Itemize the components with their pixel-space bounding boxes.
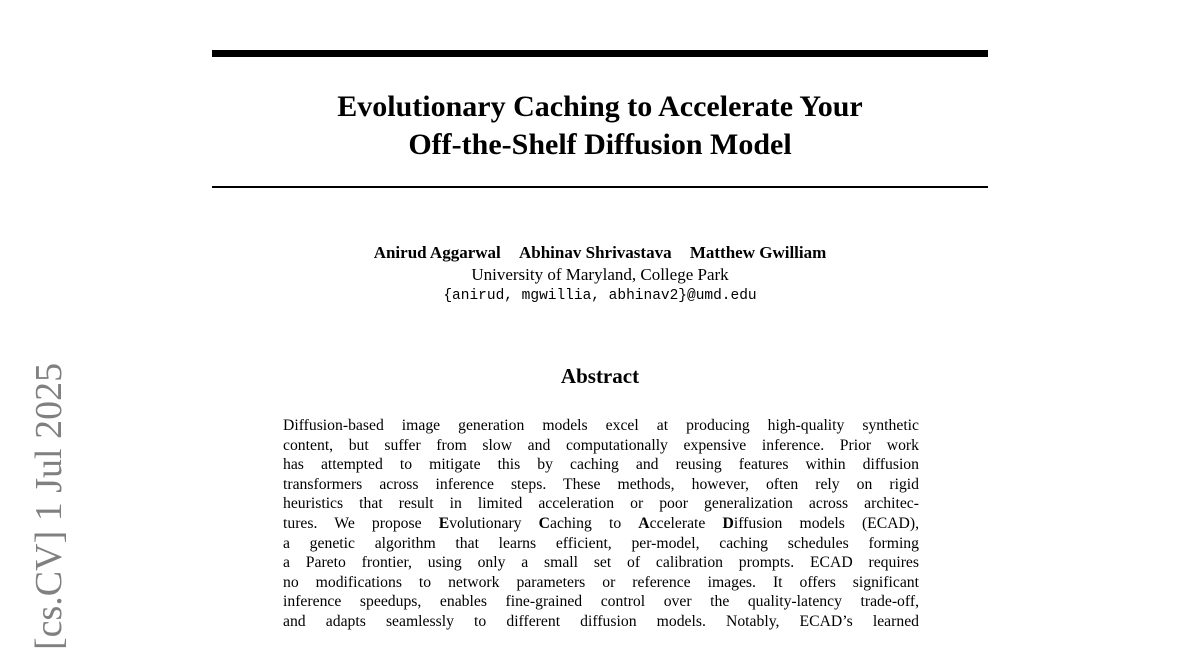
title-bottom-rule (212, 186, 988, 188)
abstract-heading: Abstract (560, 364, 640, 388)
abstract-line: and adapts seamlessly to different diffusion models. Notably, ECAD’s learned (283, 612, 919, 630)
title-line-1: Evolutionary Caching to Accelerate Your (337, 90, 863, 123)
arxiv-sidebar-identifier: [cs.CV] 1 Jul 2025 (28, 362, 70, 650)
abstract-line: transformers across inference steps. These methods, however, often rely on rigid (283, 475, 919, 493)
abstract-line: inference speedups, enables fine-grained control over the quality-latency trade-off, (283, 593, 919, 611)
abstract-line: a Pareto frontier, using only a small set of calibration prompts. ECAD requires (283, 554, 919, 572)
abstract-body (283, 416, 919, 632)
author-emails: {anirud, mgwillia, abhinav2}@umd.edu (443, 288, 757, 304)
abstract-line-ecad-intro: tures. We propose Evolutionary Caching to Accelerate Diffusion models (ECAD), (283, 514, 920, 532)
abstract-line: has attempted to mitigate this by caching and reusing features within diffusion (283, 456, 919, 474)
author-name: Matthew Gwilliam (689, 243, 827, 262)
title-line-2: Off-the-Shelf Diffusion Model (408, 128, 792, 161)
author-list (212, 242, 988, 263)
abstract-line: no modifications to network parameters or reference images. It offers significant (283, 573, 919, 591)
affiliation: University of Maryland, College Park (471, 265, 729, 284)
author-name: Abhinav Shrivastava (519, 243, 672, 262)
abstract-line: content, but suffer from slow and computationally expensive inference. Prior work (283, 436, 919, 454)
abstract-line: Diffusion-based image generation models excel at producing high-quality synthetic (283, 417, 919, 434)
paper-title (212, 88, 988, 164)
abstract-line: heuristics that result in limited acceleration or poor generalization across architec- (283, 495, 919, 513)
abstract-line: a genetic algorithm that learns efficient, per-model, caching schedules forming (283, 534, 919, 552)
author-name: Anirud Aggarwal (373, 243, 501, 262)
title-top-rule (212, 50, 988, 57)
